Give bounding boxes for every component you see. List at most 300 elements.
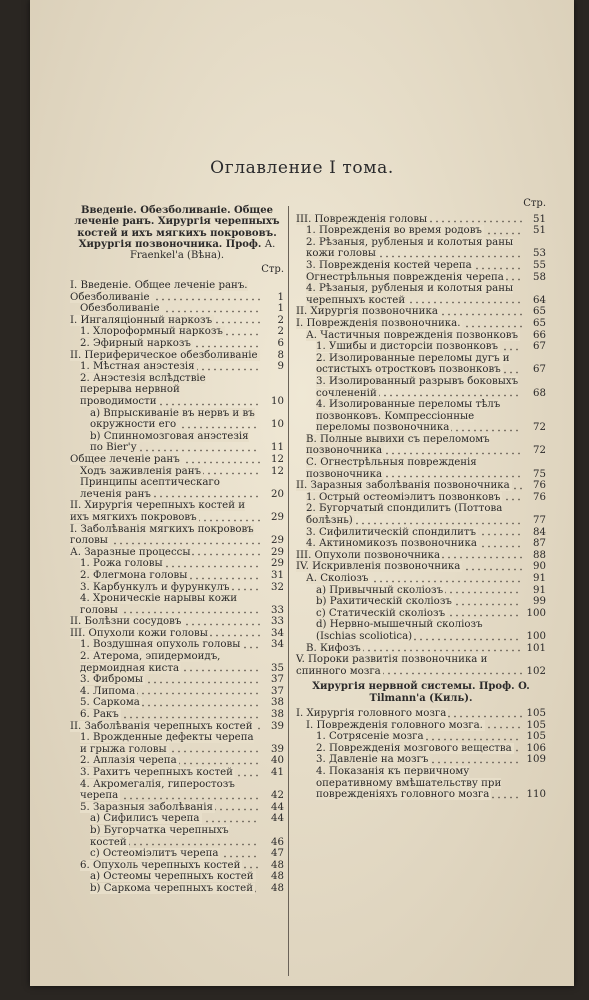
toc-entry-text: 4. Актиномикозъ позвоночника xyxy=(306,538,477,550)
toc-entry-title xyxy=(80,860,260,872)
toc-entry-title xyxy=(316,743,522,755)
toc-entry-page: 2 xyxy=(277,326,284,338)
toc-entry xyxy=(296,527,546,539)
toc-entry-title xyxy=(306,720,522,732)
section-header-author: A. Fraenkel'a (Вѣна). xyxy=(129,238,276,262)
toc-entry-page: 41 xyxy=(271,767,284,779)
toc-entry-title xyxy=(90,813,260,825)
toc-entry-page: 100 xyxy=(526,607,546,619)
toc-entry-title xyxy=(80,709,260,721)
toc-entry xyxy=(296,743,546,755)
toc-entry-title xyxy=(306,503,522,526)
toc-entry-text: II. Периферическое обезболиваніе xyxy=(70,349,258,361)
toc-entry-page: 99 xyxy=(533,596,546,608)
toc-entry-title xyxy=(306,330,522,342)
toc-entry-title xyxy=(316,619,522,642)
toc-entry-title xyxy=(316,585,522,597)
toc-entry xyxy=(70,871,284,883)
toc-entry-page: 100 xyxy=(526,630,546,642)
toc-entry xyxy=(296,538,546,550)
toc-entry xyxy=(296,214,546,226)
toc-entry-text: Общее леченіе ранъ xyxy=(70,453,180,465)
toc-entry xyxy=(70,686,284,698)
toc-entry-page: 67 xyxy=(533,364,546,376)
toc-entry-text: 6. Ракъ xyxy=(80,709,119,721)
toc-entry-page: 109 xyxy=(526,754,546,766)
toc-entry-text: 2. Рѣзаныя, рубленыя и колотыя раны кожи головы xyxy=(306,236,514,260)
toc-entry xyxy=(70,674,284,686)
toc-entry xyxy=(70,860,284,872)
toc-entry-page: 105 xyxy=(526,707,546,719)
toc-entry-title xyxy=(306,283,522,306)
toc-entry-text: 1. Хлороформный наркозъ xyxy=(80,326,223,338)
book-page xyxy=(30,0,574,986)
page-column-header: Стр. xyxy=(523,198,546,209)
toc-entry-text: Огнестрѣльныя поврежденія черепа xyxy=(306,271,504,283)
toc-entry-text: b) Рахитическій сколіозъ xyxy=(316,596,452,608)
toc-entry-text: 4. Хроническіе нарывы кожи головы xyxy=(80,593,238,616)
toc-entry-title xyxy=(80,802,260,814)
toc-entry-title xyxy=(306,643,522,655)
toc-entry-text: 5. Заразныя заболѣванія xyxy=(80,801,213,813)
toc-entry-text: 3. Фибромы xyxy=(80,674,144,686)
toc-entry-page: 8 xyxy=(277,349,284,361)
toc-entry xyxy=(70,315,284,327)
toc-entry-title xyxy=(90,883,260,895)
toc-entry-page: 31 xyxy=(271,569,284,581)
toc-entry-page: 101 xyxy=(526,642,546,654)
toc-entry-title xyxy=(306,527,522,539)
toc-entry-text: 2. Бугорчатый спондилитъ (Поттова болѣзнь) xyxy=(306,503,503,527)
toc-entry-title xyxy=(296,318,522,330)
toc-entry-title xyxy=(70,280,260,303)
toc-entry xyxy=(70,524,284,547)
toc-entry xyxy=(296,561,546,573)
toc-entry-title xyxy=(316,376,522,399)
toc-entry-text: V. Пороки развитія позвоночника и спинного мозга xyxy=(296,654,488,677)
toc-entry-page: 44 xyxy=(271,813,284,825)
toc-entry-page: 1 xyxy=(277,291,284,303)
toc-entry-page: 39 xyxy=(271,743,284,755)
toc-entry xyxy=(296,376,546,399)
toc-entry-text: a) Впрыскиваніе въ нервъ и въ окружности его xyxy=(90,407,255,431)
toc-entry-page: 66 xyxy=(533,329,546,341)
toc-entry-title xyxy=(80,779,260,802)
toc-entry xyxy=(70,651,284,674)
toc-entry-text: Принципы асептическаго леченія ранъ xyxy=(80,477,220,500)
section-header-title: Введеніе. Обезболиваніе. Общее леченіе ранъ. Хирургія черепныхъ костей и ихъ мягкихъ покрововъ. Хирургія позвоночника. Проф. xyxy=(74,205,280,250)
toc-entry-page: 55 xyxy=(533,259,546,271)
toc-entry xyxy=(70,767,284,779)
toc-entry-text: 2. Эфирный наркозъ xyxy=(80,338,191,350)
toc-entry-title xyxy=(316,608,522,620)
toc-entry xyxy=(296,434,546,457)
toc-list-nervous-system xyxy=(296,708,546,801)
toc-entry-page: 48 xyxy=(271,859,284,871)
toc-entry-title xyxy=(306,457,522,480)
toc-entry xyxy=(296,654,546,677)
toc-entry-title xyxy=(80,674,260,686)
toc-entry-page: 29 xyxy=(271,558,284,570)
toc-entry-title xyxy=(80,303,260,315)
toc-entry xyxy=(296,608,546,620)
toc-entry-page: 10 xyxy=(271,419,284,431)
toc-entry-text: I. Поврежденія позвоночника. xyxy=(296,317,461,329)
toc-entry-page: 46 xyxy=(271,836,284,848)
toc-entry-page: 32 xyxy=(271,581,284,593)
toc-entry-title xyxy=(306,237,522,260)
toc-entry xyxy=(70,639,284,651)
toc-entry-title xyxy=(70,616,260,628)
toc-entry-title xyxy=(296,214,522,226)
toc-entry-title xyxy=(80,767,260,779)
toc-entry-title xyxy=(296,480,522,492)
toc-entry-title xyxy=(70,350,260,362)
toc-entry-text: 2. Поврежденія мозгового вещества xyxy=(316,742,512,754)
toc-entry-text: I. Введеніе. Общее леченіе ранъ. Обезболиваніе xyxy=(70,280,248,303)
toc-entry-text: Ходъ заживленія ранъ xyxy=(80,465,201,477)
toc-entry xyxy=(296,341,546,353)
toc-entry-text: III. Поврежденія головы xyxy=(296,213,428,225)
column-divider xyxy=(288,206,289,976)
toc-entry-title xyxy=(296,708,522,720)
toc-entry-title xyxy=(306,272,522,284)
toc-entry-title xyxy=(316,766,522,801)
toc-entry xyxy=(70,547,284,559)
toc-entry-page: 51 xyxy=(533,225,546,237)
toc-entry-text: b) Спинномозговая анэстезія по Bier'у xyxy=(90,430,249,454)
toc-entry-page: 84 xyxy=(533,526,546,538)
toc-entry-page: 72 xyxy=(533,422,546,434)
toc-entry xyxy=(296,272,546,284)
toc-entry-text: 4. Изолированные переломы тѣлъ позвонковъ. Компрессіонные переломы позвоночника xyxy=(316,399,501,434)
toc-entry xyxy=(296,708,546,720)
toc-entry-text: А. Заразные процессы xyxy=(70,546,191,558)
toc-entry-page: 47 xyxy=(271,848,284,860)
toc-entry xyxy=(70,338,284,350)
toc-entry-page: 88 xyxy=(533,549,546,561)
toc-entry-page: 33 xyxy=(271,616,284,628)
toc-list-right xyxy=(296,214,546,678)
toc-entry xyxy=(70,408,284,431)
toc-entry-title xyxy=(90,848,260,860)
toc-entry-title xyxy=(316,353,522,376)
toc-entry-text: b) Бугорчатка черепныхъ костей xyxy=(90,824,229,848)
toc-entry-text: II. Заразныя заболѣванія позвоночника xyxy=(296,480,510,492)
toc-entry-title xyxy=(70,315,260,327)
toc-entry xyxy=(296,585,546,597)
toc-entry-page: 38 xyxy=(271,709,284,721)
toc-entry xyxy=(70,732,284,755)
page-title: Оглавление I тома. xyxy=(210,158,394,178)
toc-entry xyxy=(70,582,284,594)
toc-entry-text: b) Саркома черепныхъ костей xyxy=(90,882,253,894)
toc-entry-text: 3. Поврежденія костей черепа xyxy=(306,259,472,271)
toc-entry-title xyxy=(80,326,260,338)
toc-entry-page: 64 xyxy=(533,294,546,306)
toc-entry-title xyxy=(80,697,260,709)
toc-entry-page: 87 xyxy=(533,538,546,550)
toc-entry xyxy=(70,350,284,362)
toc-entry-title xyxy=(80,651,260,674)
toc-entry-title xyxy=(296,654,522,677)
toc-entry-text: 4. Акромегалія, гиперостозъ черепа xyxy=(80,778,235,802)
toc-entry xyxy=(70,721,284,733)
toc-entry-text: c) Статическій сколіозъ xyxy=(316,607,446,619)
toc-entry-title xyxy=(316,596,522,608)
toc-entry-page: 75 xyxy=(533,468,546,480)
toc-entry-page: 42 xyxy=(271,790,284,802)
toc-entry-page: 110 xyxy=(526,789,546,801)
toc-entry-page: 77 xyxy=(533,515,546,527)
toc-entry-title xyxy=(80,593,260,616)
section-header-tilmann: Хирургія нервной системы. Проф. O. Tilmann'a (Киль). xyxy=(312,681,530,704)
toc-entry xyxy=(296,766,546,801)
toc-entry-page: 10 xyxy=(271,396,284,408)
toc-entry xyxy=(70,697,284,709)
toc-entry xyxy=(70,779,284,802)
toc-entry-title xyxy=(80,639,260,651)
toc-entry xyxy=(296,619,546,642)
toc-entry-text: А. Частичныя поврежденія позвонковъ xyxy=(306,329,519,341)
toc-entry-text: 1. Рожа головы xyxy=(80,558,163,570)
toc-entry-text: Обезболиваніе xyxy=(80,303,160,315)
toc-entry-title xyxy=(316,731,522,743)
toc-entry xyxy=(70,628,284,640)
toc-entry-text: 4. Показанія къ первичному оперативному вмѣшательству при поврежденіяхъ головного мозга xyxy=(316,765,502,801)
toc-entry xyxy=(296,399,546,434)
page-column-header: Стр. xyxy=(261,264,284,276)
toc-entry-text: 4. Липома xyxy=(80,685,136,697)
toc-entry-text: 5. Саркома xyxy=(80,697,140,709)
toc-entry-text: III. Опухоли кожи головы xyxy=(70,627,208,639)
toc-entry xyxy=(296,492,546,504)
toc-entry xyxy=(70,280,284,303)
toc-entry xyxy=(296,596,546,608)
toc-entry-title xyxy=(306,434,522,457)
toc-entry-text: I. Ингаляціонный наркозъ xyxy=(70,314,213,326)
toc-entry xyxy=(70,361,284,373)
toc-entry-text: А. Сколіозъ xyxy=(306,573,369,584)
toc-entry-page: 51 xyxy=(533,213,546,225)
toc-entry-text: 3. Рахитъ черепныхъ костей xyxy=(80,767,233,779)
toc-entry-text: I. Хирургія головного мозга xyxy=(296,707,447,719)
toc-entry xyxy=(296,643,546,655)
toc-entry xyxy=(70,558,284,570)
toc-entry-page: 72 xyxy=(533,445,546,457)
toc-entry-text: 3. Карбункулъ и фурункулъ xyxy=(80,581,230,593)
toc-entry-text: 3. Изолированный разрывъ боковыхъ сочлененій xyxy=(316,375,519,399)
toc-entry-title xyxy=(80,373,260,408)
toc-entry-text: II. Хирургія черепныхъ костей и ихъ мягкихъ покрововъ xyxy=(70,500,246,523)
toc-entry xyxy=(70,326,284,338)
toc-entry-page: 67 xyxy=(533,341,546,353)
toc-entry-page: 9 xyxy=(277,361,284,373)
toc-entry xyxy=(70,303,284,315)
toc-entry-text: III. Опухоли позвоночника xyxy=(296,549,441,561)
toc-entry-page: 105 xyxy=(526,719,546,731)
toc-entry-page: 90 xyxy=(533,561,546,573)
toc-entry-page: 34 xyxy=(271,627,284,639)
toc-entry-text: 1. Воздушная опухоль головы xyxy=(80,639,241,651)
toc-entry-title xyxy=(80,755,260,767)
toc-entry-text: II. Хирургія позвоночника xyxy=(296,306,438,318)
toc-entry-title xyxy=(90,871,260,883)
toc-entry-title xyxy=(80,686,260,698)
toc-entry-title xyxy=(80,732,260,755)
toc-entry-text: a) Остеомы черепныхъ костей xyxy=(90,871,254,883)
toc-entry xyxy=(296,306,546,318)
toc-entry-title xyxy=(296,550,522,562)
toc-entry-page: 76 xyxy=(533,491,546,503)
toc-list-left xyxy=(70,280,284,894)
section-header-fraenkel xyxy=(70,205,284,261)
toc-entry-text: II. Заболѣванія черепныхъ костей xyxy=(70,720,253,732)
toc-entry-text: d) Нервно-мышечный сколіозъ (Ischias scoliotica) xyxy=(316,619,483,642)
toc-entry-title xyxy=(306,492,522,504)
toc-entry-text: c) Остеоміэлитъ черепа xyxy=(90,848,219,860)
toc-entry-title xyxy=(80,477,260,500)
toc-entry-page: 53 xyxy=(533,248,546,260)
toc-entry-title xyxy=(296,561,522,573)
toc-entry-page: 39 xyxy=(271,720,284,732)
toc-entry-title xyxy=(80,558,260,570)
toc-entry-text: 1. Поврежденія во время родовъ xyxy=(306,225,482,237)
toc-entry-page: 6 xyxy=(277,338,284,350)
toc-entry-page: 35 xyxy=(271,662,284,674)
toc-entry-text: II. Болѣзни сосудовъ xyxy=(70,616,182,628)
right-column xyxy=(296,195,546,801)
toc-entry-title xyxy=(296,306,522,318)
toc-entry-text: В. Кифозъ xyxy=(306,642,361,654)
toc-entry xyxy=(70,466,284,478)
toc-entry-page: 68 xyxy=(533,387,546,399)
toc-entry-page: 29 xyxy=(271,535,284,547)
toc-entry xyxy=(296,754,546,766)
toc-entry-text: IV. Искривленія позвоночника xyxy=(296,561,461,573)
toc-entry-title xyxy=(80,466,260,478)
toc-entry-text: 2. Флегмона головы xyxy=(80,569,188,581)
toc-entry xyxy=(70,755,284,767)
toc-entry-title xyxy=(316,341,522,353)
toc-entry-page: 12 xyxy=(271,465,284,477)
toc-entry-title xyxy=(90,408,260,431)
toc-entry-text: 2. Изолированные переломы дугъ и остистыхъ отростковъ позвонковъ xyxy=(316,352,510,376)
toc-entry-title xyxy=(70,454,260,466)
toc-entry-text: I. Поврежденія головного мозга. xyxy=(306,719,483,731)
toc-entry-title xyxy=(306,260,522,272)
toc-entry xyxy=(296,573,546,585)
toc-entry-text: 2. Атерома, эпидермоидъ, дермоидная киста xyxy=(80,651,221,674)
toc-entry xyxy=(70,883,284,895)
toc-entry-page: 48 xyxy=(271,882,284,894)
toc-entry-title xyxy=(70,721,260,733)
toc-entry-page: 37 xyxy=(271,685,284,697)
toc-entry-page: 106 xyxy=(526,742,546,754)
toc-entry xyxy=(70,848,284,860)
toc-entry-title xyxy=(70,547,260,559)
toc-entry-title xyxy=(90,431,260,454)
toc-entry-page: 29 xyxy=(271,546,284,558)
toc-entry-title xyxy=(316,754,522,766)
toc-entry-page: 102 xyxy=(526,665,546,677)
toc-entry xyxy=(296,237,546,260)
toc-entry xyxy=(296,225,546,237)
toc-entry-title xyxy=(90,825,260,848)
toc-entry-page: 12 xyxy=(271,453,284,465)
toc-entry-title xyxy=(306,573,522,585)
toc-entry-page: 91 xyxy=(533,573,546,584)
toc-entry-page: 65 xyxy=(533,306,546,318)
toc-entry xyxy=(296,283,546,306)
toc-entry-page: 37 xyxy=(271,674,284,686)
toc-entry xyxy=(296,480,546,492)
toc-entry-text: 1. Острый остеоміэлитъ позвонковъ xyxy=(306,491,501,503)
toc-entry-title xyxy=(316,399,522,434)
toc-entry-page: 44 xyxy=(271,801,284,813)
left-column xyxy=(70,205,284,895)
toc-entry xyxy=(296,457,546,480)
toc-entry-title xyxy=(306,225,522,237)
toc-entry-text: 2. Анэстезія вслѣдствіе перерыва нервной проводимости xyxy=(80,372,206,408)
toc-entry-title xyxy=(80,338,260,350)
toc-entry-title xyxy=(70,524,260,547)
toc-entry-page: 38 xyxy=(271,697,284,709)
toc-entry xyxy=(70,373,284,408)
toc-entry xyxy=(70,477,284,500)
toc-entry-page: 91 xyxy=(533,584,546,596)
toc-entry-page: 2 xyxy=(277,314,284,326)
toc-entry-text: 3. Сифилитическій спондилитъ xyxy=(306,526,476,538)
toc-entry-text: a) Сифилисъ черепа xyxy=(90,813,200,825)
toc-entry-text: 1. Сотрясеніе мозга xyxy=(316,731,424,743)
toc-entry-title xyxy=(80,570,260,582)
toc-entry-title xyxy=(80,361,260,373)
toc-entry xyxy=(296,260,546,272)
toc-entry-text: 4. Рѣзаныя, рубленыя и колотыя раны черепныхъ костей xyxy=(306,283,514,306)
toc-entry xyxy=(296,353,546,376)
toc-entry xyxy=(296,503,546,526)
toc-entry-text: 1. Мѣстная анэстезія xyxy=(80,361,195,373)
toc-entry xyxy=(296,330,546,342)
toc-entry-text: 1. Врожденные дефекты черепа и грыжа головы xyxy=(80,732,254,755)
toc-entry-title xyxy=(80,582,260,594)
toc-entry-page: 105 xyxy=(526,731,546,743)
toc-entry xyxy=(296,720,546,732)
toc-entry xyxy=(70,813,284,825)
toc-entry-page: 48 xyxy=(271,871,284,883)
toc-entry-text: 6. Опухоль черепныхъ костей xyxy=(80,859,241,871)
toc-entry-page: 58 xyxy=(533,271,546,283)
toc-entry xyxy=(70,570,284,582)
toc-entry-title xyxy=(70,500,260,523)
toc-entry-text: I. Заболѣванія мягкихъ покрововъ головы xyxy=(70,523,254,547)
toc-entry-title xyxy=(70,628,260,640)
toc-entry xyxy=(296,731,546,743)
toc-entry-page: 76 xyxy=(533,480,546,492)
toc-entry-text: С. Огнестрѣльныя поврежденія позвоночника xyxy=(306,457,477,480)
toc-entry-page: 29 xyxy=(271,511,284,523)
toc-entry xyxy=(70,500,284,523)
toc-entry-page: 33 xyxy=(271,604,284,616)
toc-entry xyxy=(70,454,284,466)
toc-entry-text: 1. Ушибы и дисторсіи позвонковъ xyxy=(316,341,498,353)
toc-entry-page: 40 xyxy=(271,755,284,767)
toc-entry-text: a) Привычный сколіозъ xyxy=(316,584,444,596)
toc-entry-text: В. Полные вывихи съ переломомъ позвоночника xyxy=(306,433,490,457)
toc-entry xyxy=(70,431,284,454)
toc-entry xyxy=(296,550,546,562)
